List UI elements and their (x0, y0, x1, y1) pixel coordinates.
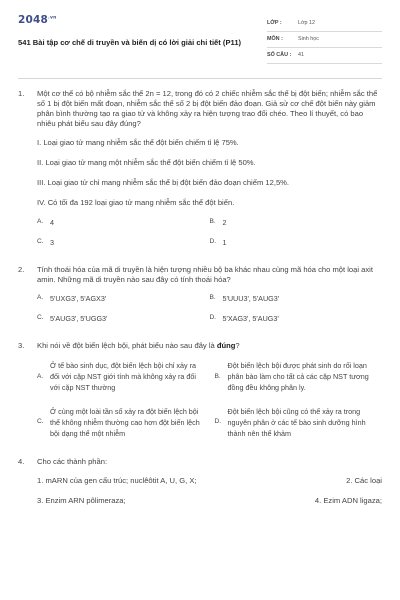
option-letter: A. (37, 294, 44, 302)
question-3 (18, 341, 382, 451)
component-item: 2. Các loại (346, 476, 382, 486)
option-text: 5'AUG3', 5'UGG3' (50, 313, 108, 323)
option-b[interactable] (210, 294, 383, 304)
option-text: 1 (222, 237, 227, 247)
meta-table (267, 16, 382, 64)
option-text: 5'UXG3', 5'AGX3' (50, 294, 107, 304)
component-item: 1. mARN của gen cấu trúc; nuclêôtit A, U, G, X; (37, 476, 197, 486)
logo-suffix: .vn (48, 15, 57, 21)
option-letter: C. (37, 313, 44, 321)
question-4 (18, 457, 382, 506)
option-d[interactable] (210, 238, 383, 248)
meta-row-subject (267, 32, 382, 48)
statement-3: III. Loại giao tử chỉ mang nhiễm sắc thể bị đột biến đảo đoạn chiếm 12,5%. (37, 178, 290, 188)
option-c[interactable] (37, 406, 205, 439)
header (18, 14, 382, 70)
question-2 (18, 265, 382, 335)
question-1 (18, 89, 382, 259)
question-text-emphasis: đúng (216, 341, 236, 351)
option-text: 3 (50, 237, 54, 247)
meta-key: LỚP : (267, 19, 282, 26)
option-d[interactable] (210, 314, 383, 324)
question-number: 3. (18, 341, 25, 351)
option-letter: D. (209, 237, 217, 245)
option-letter: B. (209, 218, 216, 226)
option-c[interactable] (37, 238, 210, 248)
option-d[interactable] (215, 406, 383, 439)
meta-value: Lớp 12 (298, 19, 316, 26)
meta-key: MÔN : (267, 35, 283, 42)
question-text-end: ? (235, 341, 240, 351)
question-text: Tính thoái hóa của mã di truyền là hiện tượng nhiều bộ ba khác nhau cùng mã hóa cho một loại axit amin. Những mã di truyền nào sau đây có tính thoái hóa? (37, 265, 373, 285)
option-text: Đột biến lệch bội cũng có thể xảy ra trong nguyên phân ở các tế bào sinh dưỡng hình thành nên thể khảm (227, 406, 366, 438)
question-text: Cho các thành phần: (37, 457, 108, 467)
meta-row-class (267, 16, 382, 32)
meta-row-question-count (267, 48, 382, 64)
question-text (37, 341, 382, 351)
statement-1: I. Loại giao tử mang nhiễm sắc thể đột biến chiếm tỉ lệ 75%. (37, 138, 239, 148)
option-letter: A. (37, 218, 44, 226)
option-a[interactable] (37, 294, 210, 304)
question-body (37, 341, 382, 451)
option-text: 4 (50, 218, 54, 228)
option-letter: C. (37, 237, 44, 245)
meta-value: Sinh học (298, 35, 319, 42)
option-text: Đột biến lệch bội được phát sinh do rối loạn phân bào làm cho tất cả các cặp NST tương đồng đều không phân ly. (227, 361, 369, 393)
option-letter: C. (37, 418, 44, 426)
option-b[interactable] (215, 360, 383, 393)
option-b[interactable] (210, 218, 383, 228)
option-text: 2 (222, 218, 227, 228)
component-item: 4. Ezim ADN ligaza; (314, 496, 382, 506)
option-text: Ở cùng một loài tần số xảy ra đột biến lệch bội thể không nhiễm thường cao hơn đột biến lệch bội dạng thể một nhiễm (50, 406, 200, 438)
option-text: Ở tế bào sinh dục, đột biến lệch bội chỉ xảy ra đối với cặp NST giới tính mà không xảy ra đối với cặp NST thường (50, 361, 197, 393)
statement-2: II. Loại giao tử mang một nhiễm sắc thể đột biến chiếm tỉ lệ 50%. (37, 158, 256, 168)
meta-key: SỐ CÂU : (267, 51, 292, 58)
option-letter: B. (209, 294, 216, 302)
question-body (37, 265, 382, 335)
document-title: 541 Bài tập cơ chế di truyền và biến dị có lời giải chi tiết (P11) (18, 37, 242, 47)
component-list (37, 476, 382, 506)
option-text: 5'XAG3', 5'AUG3' (222, 313, 279, 323)
question-text: Một cơ thể có bộ nhiễm sắc thể 2n = 12, trong đó có 2 chiếc nhiễm sắc thể bị đột biến; nhiễm sắc thể số 1 bị đột biến mất đoạn, nhiễm sắc thể số 2 bị đột biến đảo đoạn. Giả sử cơ chế đột biến này giảm phân bình thường tạo ra giao tử và không xảy ra hiện tượng trao đổi chéo. Theo lí thuyết, có bao nhiêu phát biểu sau đây đúng? (37, 89, 378, 129)
question-body (37, 457, 382, 506)
answer-options (37, 294, 382, 323)
answer-options (37, 218, 382, 247)
option-a[interactable] (37, 218, 210, 228)
question-number: 2. (18, 265, 25, 275)
site-logo[interactable] (18, 14, 243, 28)
option-letter: D. (214, 418, 222, 426)
meta-value: 41 (298, 51, 304, 58)
option-letter: B. (214, 372, 221, 380)
logo-text: 2048 (18, 14, 49, 26)
answer-options (37, 360, 382, 439)
question-number: 1. (18, 89, 25, 98)
question-body (37, 89, 382, 259)
component-item: 3. Enzim ARN pôlimeraza; (37, 496, 126, 506)
question-text-start: Khi nói về đột biến lệch bội, phát biểu nào sau đây là (37, 341, 217, 351)
question-number: 4. (18, 457, 25, 467)
option-letter: A. (37, 372, 44, 380)
option-a[interactable] (37, 360, 205, 393)
option-c[interactable] (37, 314, 210, 324)
statement-4: IV. Có tối đa 192 loại giao tử mang nhiễm sắc thể đột biến. (37, 198, 235, 208)
option-letter: D. (209, 313, 217, 321)
divider (18, 78, 382, 79)
option-text: 5'UUU3', 5'AUG3' (222, 294, 280, 304)
header-left (18, 14, 243, 48)
